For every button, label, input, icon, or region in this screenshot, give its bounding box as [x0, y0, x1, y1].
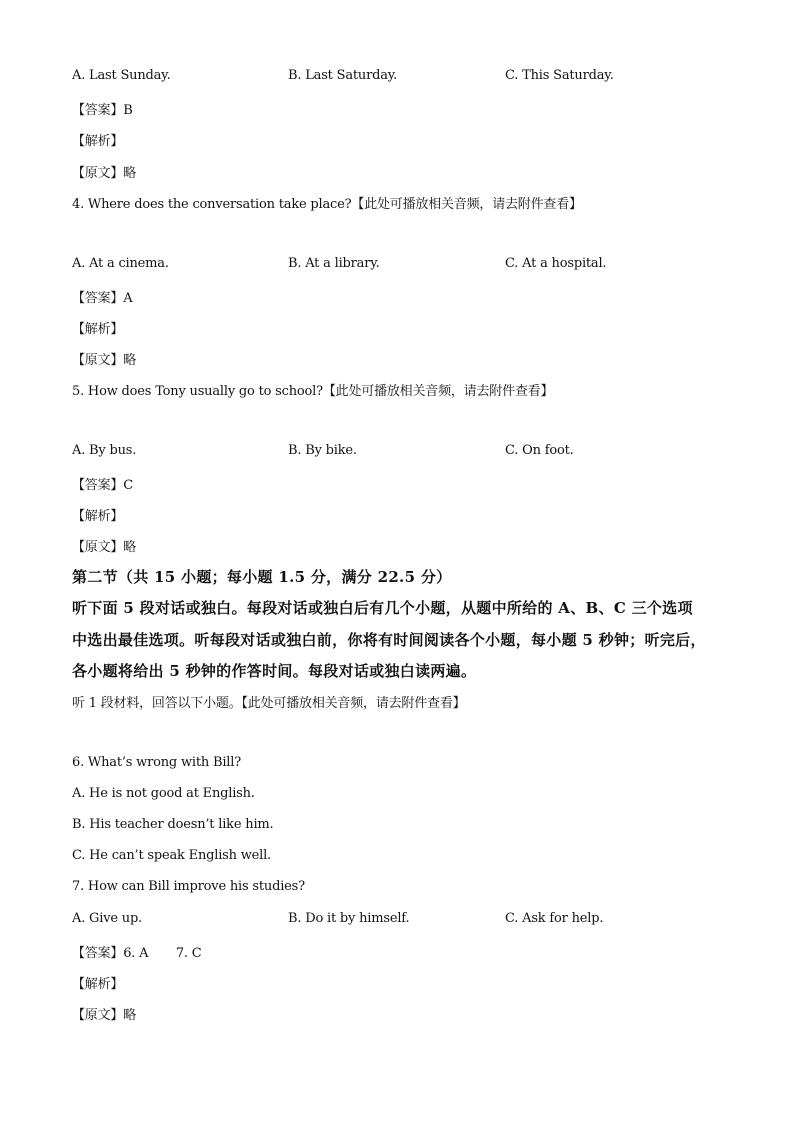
q5-question: 5. How does Tony usually go to school?【此处可播放相关音频，请去附件查看】: [72, 384, 554, 399]
q7-option-c: C. Ask for help.: [505, 911, 604, 926]
q5-option-c: C. On foot.: [505, 443, 574, 458]
q6-option-b: B. His teacher doesn’t like him.: [72, 817, 274, 832]
q4-option-c: C. At a hospital.: [505, 256, 607, 271]
q3-option-c: C. This Saturday.: [505, 68, 614, 83]
q67-answer: 【答案】6. A 7. C: [72, 946, 202, 961]
q67-original: 【原文】略: [72, 1008, 137, 1023]
q4-option-a: A. At a cinema.: [72, 256, 169, 271]
q5-answer: 【答案】C: [72, 478, 133, 493]
q5-original: 【原文】略: [72, 540, 137, 555]
q4-original: 【原文】略: [72, 353, 137, 368]
q5-option-b: B. By bike.: [288, 443, 357, 458]
q6-option-c: C. He can’t speak English well.: [72, 848, 271, 863]
q4-question: 4. Where does the conversation take place?【此处可播放相关音频，请去附件查看】: [72, 197, 582, 212]
section-instruction-line-3: 各小题将给出 5 秒钟的作答时间。每段对话或独白读两遍。: [72, 662, 477, 680]
q4-analysis: 【解析】: [72, 322, 124, 337]
q3-option-a: A. Last Sunday.: [72, 68, 171, 83]
q4-option-b: B. At a library.: [288, 256, 380, 271]
q6-option-a: A. He is not good at English.: [72, 786, 255, 801]
q7-question: 7. How can Bill improve his studies?: [72, 879, 305, 894]
q7-option-b: B. Do it by himself.: [288, 911, 410, 926]
q67-analysis: 【解析】: [72, 977, 124, 992]
q3-answer: 【答案】B: [72, 103, 133, 118]
section-instruction-line-2: 中选出最佳选项。听每段对话或独白前，你将有时间阅读各个小题，每小题 5 秒钟；听完后，: [72, 631, 706, 649]
material-note: 听 1 段材料，回答以下小题。【此处可播放相关音频，请去附件查看】: [72, 696, 466, 711]
section-instruction-line-1: 听下面 5 段对话或独白。每段对话或独白后有几个小题，从题中所给的 A、B、C 三个选项: [72, 599, 693, 617]
q7-option-a: A. Give up.: [72, 911, 142, 926]
q5-analysis: 【解析】: [72, 509, 124, 524]
q3-analysis: 【解析】: [72, 134, 124, 149]
q4-answer: 【答案】A: [72, 291, 133, 306]
section-heading: 第二节（共 15 小题；每小题 1.5 分，满分 22.5 分）: [72, 568, 452, 586]
q5-option-a: A. By bus.: [72, 443, 137, 458]
q3-option-b: B. Last Saturday.: [288, 68, 398, 83]
q6-question: 6. What’s wrong with Bill?: [72, 755, 241, 770]
q3-original: 【原文】略: [72, 166, 137, 181]
